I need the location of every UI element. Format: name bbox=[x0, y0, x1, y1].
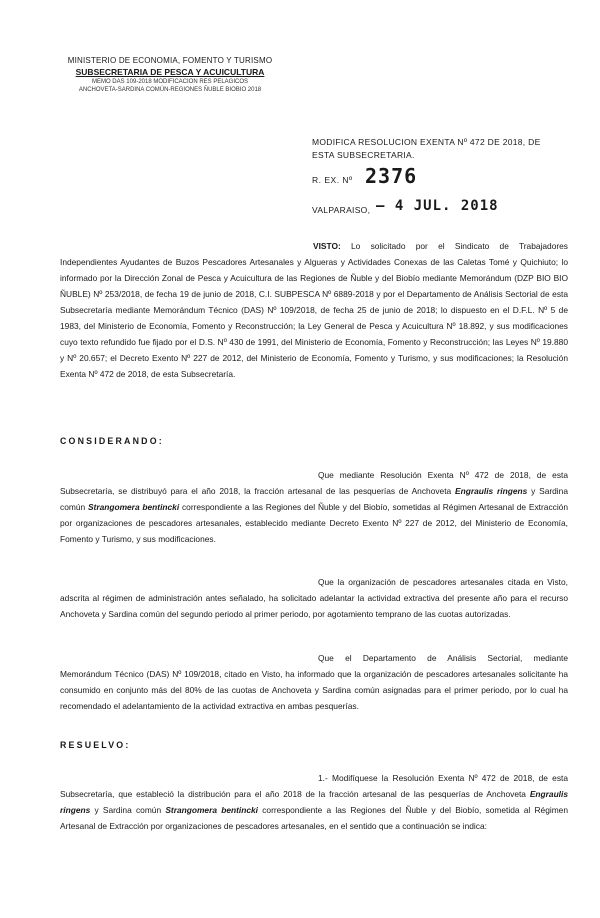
visto-text: Lo solicitado por el Sindicato de Trabajadores Independientes Ayudantes de Buzos Pescadores Artesanales y Algueras y Actividades Conexas de las Caletas Tomé y Quichiuto; lo informado por la Dirección Zonal de Pesca y Acuicultura de las Regiones de Ñuble y del Biobío mediante Memorándum (DZP BIO BIO ÑUBLE) Nº 253/2018, de fecha 19 de junio de 2018, C.I. SUBPESCA Nº 6889-2018 y por el Departamento de Análisis Sectorial de esta Subsecretaría mediante Memorándum Técnico (DAS) Nº 109/2018, de fecha 25 de junio de 2018; lo dispuesto en el D.F.L. Nº 5 de 1983, del Ministerio de Economía, Fomento y Reconstrucción; la Ley General de Pesca y Acuicultura Nº 18.892, y sus modificaciones cuyo texto refundido fue fijado por el D.S. Nº 430 de 1991, del Ministerio de Economía, Fomento y Reconstrucción; las Leyes Nº 19.880 y Nº 20.657; el Decreto Exento Nº 227 de 2012, del Ministerio de Economía, Fomento y Turismo, y sus modificaciones; la Resolución Exenta Nº 472 de 2018, de esta Subsecretaría. bbox=[60, 241, 568, 379]
species-name-anchoveta: Engraulis ringens bbox=[455, 486, 528, 496]
species-name-sardina: Strangomera bentincki bbox=[87, 502, 180, 512]
considerando-heading: CONSIDERANDO: bbox=[60, 436, 164, 446]
species-name-anchoveta: Engraulis ringens bbox=[60, 789, 568, 815]
ministry-name: MINISTERIO DE ECONOMIA, FOMENTO Y TURISMO bbox=[67, 56, 273, 65]
subsecretaria-name: SUBSECRETARIA DE PESCA Y ACUICULTURA bbox=[75, 67, 265, 77]
title-line-2: ESTA SUBSECRETARIA. bbox=[312, 150, 415, 160]
species-name-sardina: Strangomera bentincki bbox=[165, 805, 258, 815]
visto-paragraph bbox=[60, 238, 568, 382]
considerando-paragraph-2: Que la organización de pescadores artesanales citada en Visto, adscrita al régimen de administración antes señalado, ha solicitado adelantar la actividad extractiva del presente año para el recurso Anchoveta y Sardina común del segundo periodo al primer periodo, por agotamiento temprano de las cuotas autorizadas. bbox=[60, 577, 568, 619]
considerando-paragraph-3: Que el Departamento de Análisis Sectorial, mediante Memorándum Técnico (DAS) Nº 109/2018, citado en Visto, ha informado que la organización de pescadores artesanales solicitante ha consumido en conjunto más del 80% de las cuotas de Anchoveta y Sardina común asignadas para el primer periodo, por lo cual ha recomendado el adelantamiento de la actividad extractiva en ambas pesquerías. bbox=[60, 653, 568, 711]
resolution-number-stamp: 2376 bbox=[365, 164, 418, 188]
visto-label: VISTO: bbox=[313, 241, 341, 251]
memo-reference: MEMO DAS 109-2018 MODIFICACION RES PELAGICOS bbox=[91, 79, 249, 85]
title-line-1: MODIFICA RESOLUCION EXENTA Nº 472 DE 2018, DE bbox=[312, 137, 541, 147]
considerando-paragraph-1: Que mediante Resolución Exenta Nº 472 de 2018, de esta Subsecretaría, se distribuyó para el año 2018, la fracción artesanal de las pesquerías de Anchoveta Engraulis ringens y Sardina común Strangomera bentincki correspondiente a las Regiones del Ñuble y del Biobío, sometidas al Régimen Artesanal de Extracción por organizaciones de pescadores artesanales, establecido mediante Decreto Exento Nº 227 de 2012, del Ministerio de Economía, Fomento y Turismo, y sus modificaciones. bbox=[60, 470, 568, 544]
letterhead bbox=[40, 55, 300, 94]
date-stamp: – 4 JUL. 2018 bbox=[376, 198, 499, 214]
resolution-title bbox=[312, 136, 562, 162]
resolution-number-label: R. EX. Nº bbox=[312, 175, 353, 185]
resuelvo-heading: RESUELVO: bbox=[60, 740, 131, 750]
species-reference: ANCHOVETA-SARDINA COMÚN-REGIONES ÑUBLE BIOBIO 2018 bbox=[78, 87, 262, 93]
resuelvo-paragraph-1: 1.- Modifíquese la Resolución Exenta Nº 472 de 2018, de esta Subsecretaría, que estableció la distribución para el año 2018 de la fracción artesanal de las pesquerías de Anchoveta Engraulis ringens y Sardina común Strangomera bentincki correspondiente a las Regiones del Ñuble y del Biobío, sometida al Régimen Artesanal de Extracción por organizaciones de pescadores artesanales, en el sentido que a continuación se indica: bbox=[60, 773, 568, 831]
place-label: VALPARAISO, bbox=[312, 205, 371, 215]
